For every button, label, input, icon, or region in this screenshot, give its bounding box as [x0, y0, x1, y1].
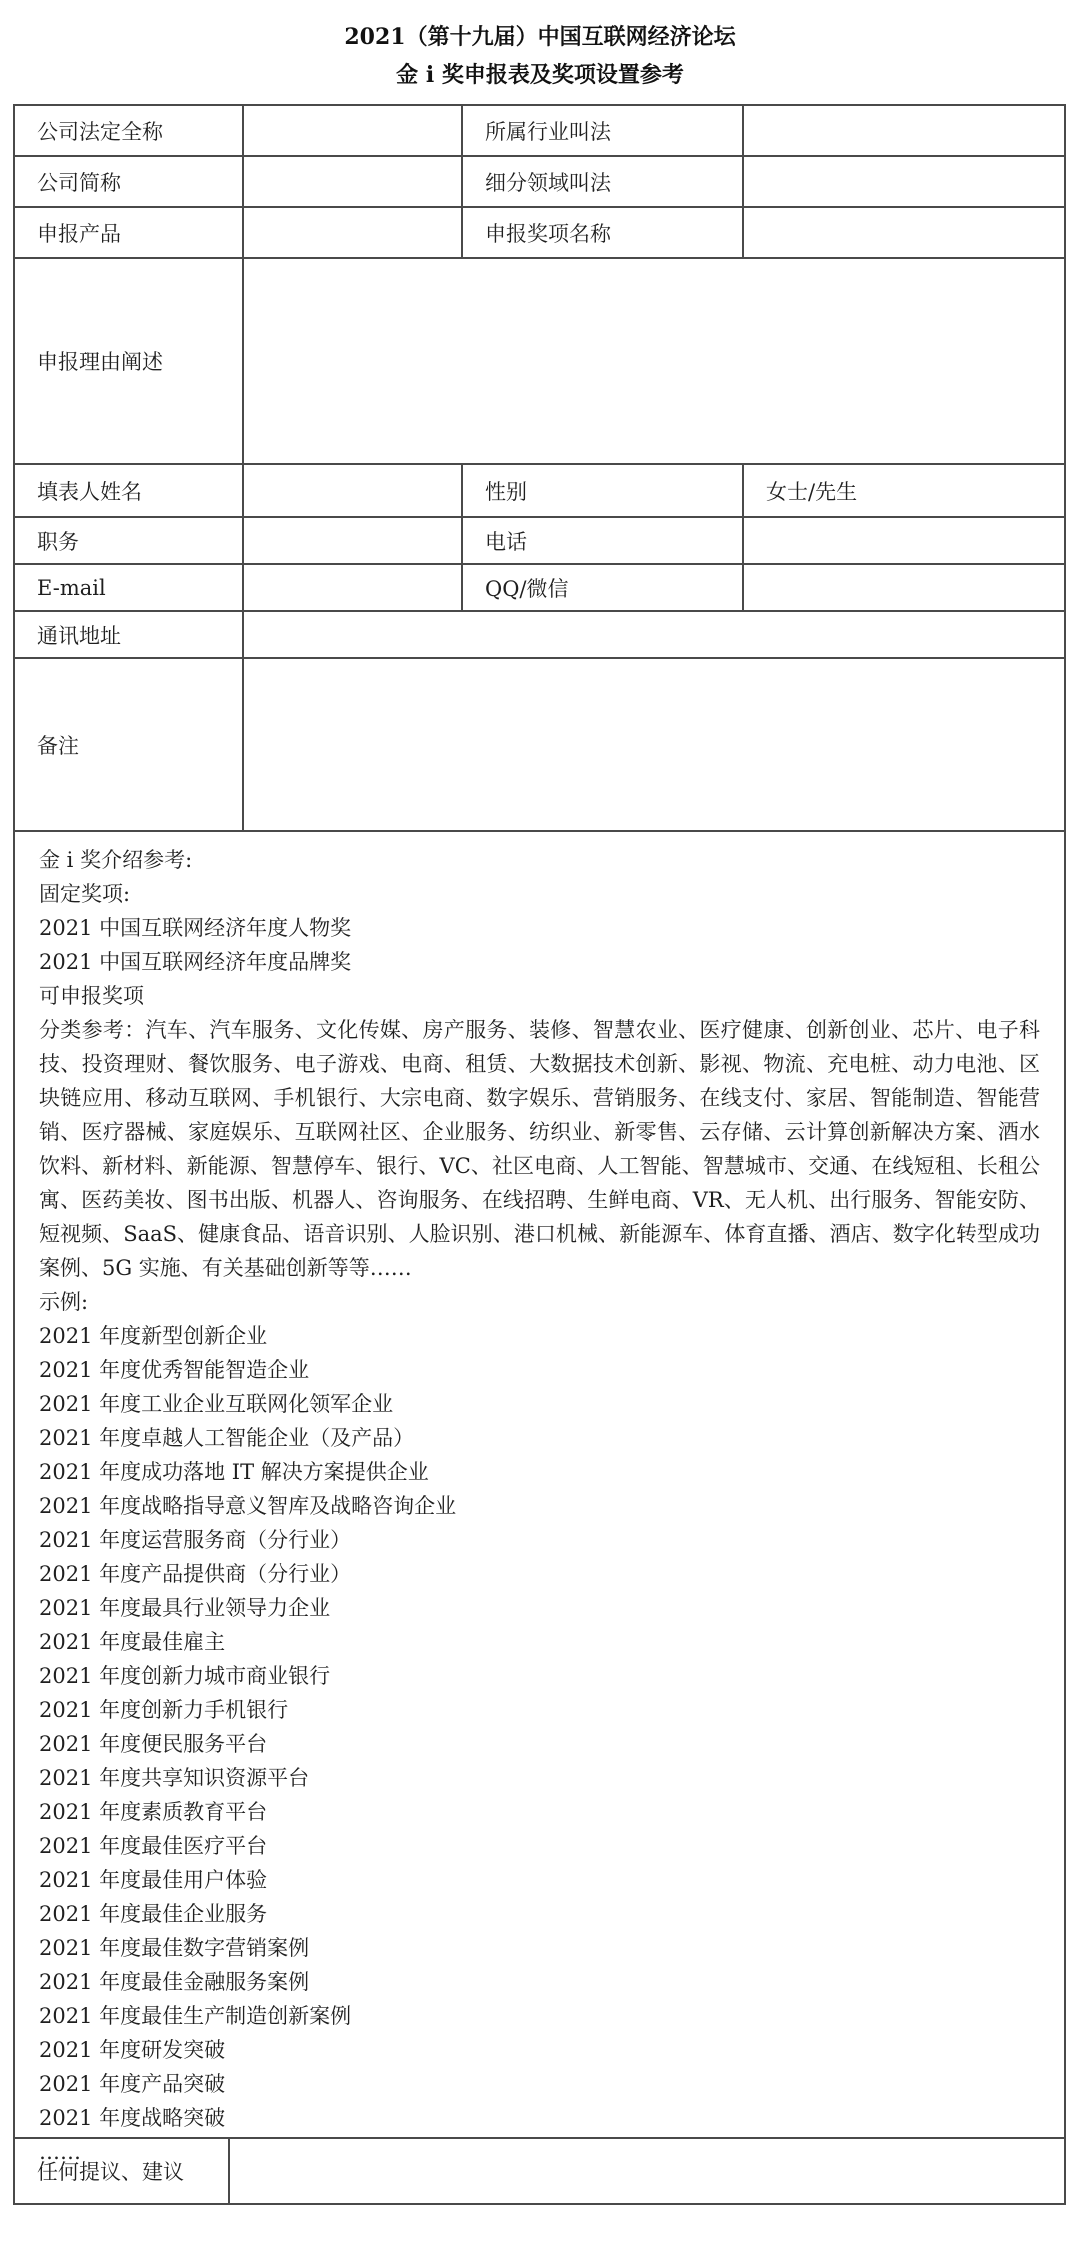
- field-input-job-title[interactable]: [244, 518, 463, 563]
- award-example-item: 2021 年度战略指导意义智库及战略咨询企业: [39, 1494, 457, 1518]
- award-example-item: 2021 年度创新力手机银行: [39, 1698, 289, 1722]
- table-row: [15, 2139, 1064, 2203]
- award-example-item: 2021 年度便民服务平台: [39, 1732, 268, 1756]
- field-input-application-reason[interactable]: [244, 259, 1064, 463]
- table-row: [15, 518, 1064, 565]
- field-label-gender: 性别: [463, 465, 744, 516]
- field-label-filler-name: 填表人姓名: [15, 465, 244, 516]
- table-row: [15, 157, 1064, 208]
- field-input-mailing-address[interactable]: [244, 612, 1064, 657]
- award-example-item: 2021 年度最佳生产制造创新案例: [39, 2004, 352, 2028]
- award-example-item: 2021 年度新型创新企业: [39, 1324, 268, 1348]
- field-label-subdivision-name: 细分领域叫法: [463, 157, 744, 206]
- field-input-declared-product[interactable]: [244, 208, 463, 257]
- application-form-table: [13, 104, 1066, 2205]
- field-label-company-full-name: 公司法定全称: [15, 106, 244, 155]
- table-row: [15, 565, 1064, 612]
- field-input-company-full-name[interactable]: [244, 106, 463, 155]
- field-label-declared-product: 申报产品: [15, 208, 244, 257]
- table-row: [15, 208, 1064, 259]
- award-example-item: 2021 年度最佳雇主: [39, 1630, 226, 1654]
- field-label-application-reason: 申报理由阐述: [15, 259, 244, 463]
- field-input-qq-wechat[interactable]: [744, 565, 1064, 610]
- fixed-award-item: 2021 中国互联网经济年度人物奖: [39, 916, 352, 940]
- field-label-remarks: 备注: [15, 659, 244, 830]
- field-input-suggestions[interactable]: [230, 2139, 1064, 2203]
- applicable-awards-label: 可申报奖项: [39, 984, 144, 1008]
- field-label-job-title: 职务: [15, 518, 244, 563]
- award-examples-list: [39, 1319, 1040, 2135]
- award-example-item: 2021 年度卓越人工智能企业（及产品）: [39, 1426, 415, 1450]
- award-example-item: 2021 年度成功落地 IT 解决方案提供企业: [39, 1460, 429, 1484]
- award-reference-cell: [15, 832, 1064, 2164]
- award-example-item: 2021 年度战略突破: [39, 2106, 226, 2130]
- field-label-qq-wechat: QQ/微信: [463, 565, 744, 610]
- award-example-item: 2021 年度共享知识资源平台: [39, 1766, 310, 1790]
- field-label-declared-award-name: 申报奖项名称: [463, 208, 744, 257]
- field-input-declared-award-name[interactable]: [744, 208, 1064, 257]
- award-example-item: 2021 年度工业企业互联网化领军企业: [39, 1392, 394, 1416]
- field-input-remarks[interactable]: [244, 659, 1064, 830]
- field-label-phone: 电话: [463, 518, 744, 563]
- award-example-item: 2021 年度最佳金融服务案例: [39, 1970, 310, 1994]
- field-input-email[interactable]: [244, 565, 463, 610]
- fixed-awards-label: 固定奖项:: [39, 882, 131, 906]
- fixed-awards-list: [39, 911, 1040, 979]
- award-example-item: 2021 年度产品突破: [39, 2072, 226, 2096]
- table-row: [15, 612, 1064, 659]
- award-example-item: 2021 年度最具行业领导力企业: [39, 1596, 331, 1620]
- award-example-item: 2021 年度产品提供商（分行业）: [39, 1562, 352, 1586]
- table-row: [15, 106, 1064, 157]
- field-input-gender[interactable]: 女士/先生: [766, 479, 858, 504]
- award-example-item: 2021 年度最佳企业服务: [39, 1902, 268, 1926]
- document-title-line2: 金 i 奖申报表及奖项设置参考: [396, 62, 684, 88]
- field-label-mailing-address: 通讯地址: [15, 612, 244, 657]
- award-example-item: 2021 年度素质教育平台: [39, 1800, 268, 1824]
- field-label-email: E-mail: [15, 565, 244, 610]
- field-label-suggestions: 任何提议、建议: [15, 2139, 230, 2203]
- document-title-line1: 2021（第十九届）中国互联网经济论坛: [344, 24, 736, 50]
- table-row: [15, 659, 1064, 832]
- award-example-item: 2021 年度运营服务商（分行业）: [39, 1528, 352, 1552]
- field-label-company-short-name: 公司简称: [15, 157, 244, 206]
- examples-label: 示例:: [39, 1290, 89, 1314]
- field-input-phone[interactable]: [744, 518, 1064, 563]
- field-label-industry-name: 所属行业叫法: [463, 106, 744, 155]
- field-input-company-short-name[interactable]: [244, 157, 463, 206]
- award-example-item: 2021 年度优秀智能智造企业: [39, 1358, 310, 1382]
- table-row: [15, 259, 1064, 465]
- award-example-item: 2021 年度研发突破: [39, 2038, 226, 2062]
- field-input-industry-name[interactable]: [744, 106, 1064, 155]
- ellipsis-line: ……: [39, 2140, 81, 2164]
- fixed-award-item: 2021 中国互联网经济年度品牌奖: [39, 950, 352, 974]
- award-example-item: 2021 年度创新力城市商业银行: [39, 1664, 331, 1688]
- award-example-item: 2021 年度最佳医疗平台: [39, 1834, 268, 1858]
- award-reference-heading: 金 i 奖介绍参考:: [39, 848, 193, 872]
- field-input-filler-name[interactable]: [244, 465, 463, 516]
- category-reference-paragraph: 分类参考：汽车、汽车服务、文化传媒、房产服务、装修、智慧农业、医疗健康、创新创业、芯片、电子科技、投资理财、餐饮服务、电子游戏、电商、租赁、大数据技术创新、影视、物流、充电桩、动力电池、区块链应用、移动互联网、手机银行、大宗电商、数字娱乐、营销服务、在线支付、家居、智能制造、智能营销、医疗器械、家庭娱乐、互联网社区、企业服务、纺织业、新零售、云存储、云计算创新解决方案、酒水饮料、新材料、新能源、智慧停车、银行、VC、社区电商、人工智能、智慧城市、交通、在线短租、长租公寓、医药美妆、图书出版、机器人、咨询服务、在线招聘、生鲜电商、VR、无人机、出行服务、智能安防、短视频、SaaS、健康食品、语音识别、人脸识别、港口机械、新能源车、体育直播、酒店、数字化转型成功案例、5G 实施、有关基础创新等等……: [39, 1018, 1040, 1280]
- award-example-item: 2021 年度最佳用户体验: [39, 1868, 268, 1892]
- table-row: [15, 465, 1064, 518]
- award-example-item: 2021 年度最佳数字营销案例: [39, 1936, 310, 1960]
- table-row: [15, 832, 1064, 2164]
- field-input-subdivision-name[interactable]: [744, 157, 1064, 206]
